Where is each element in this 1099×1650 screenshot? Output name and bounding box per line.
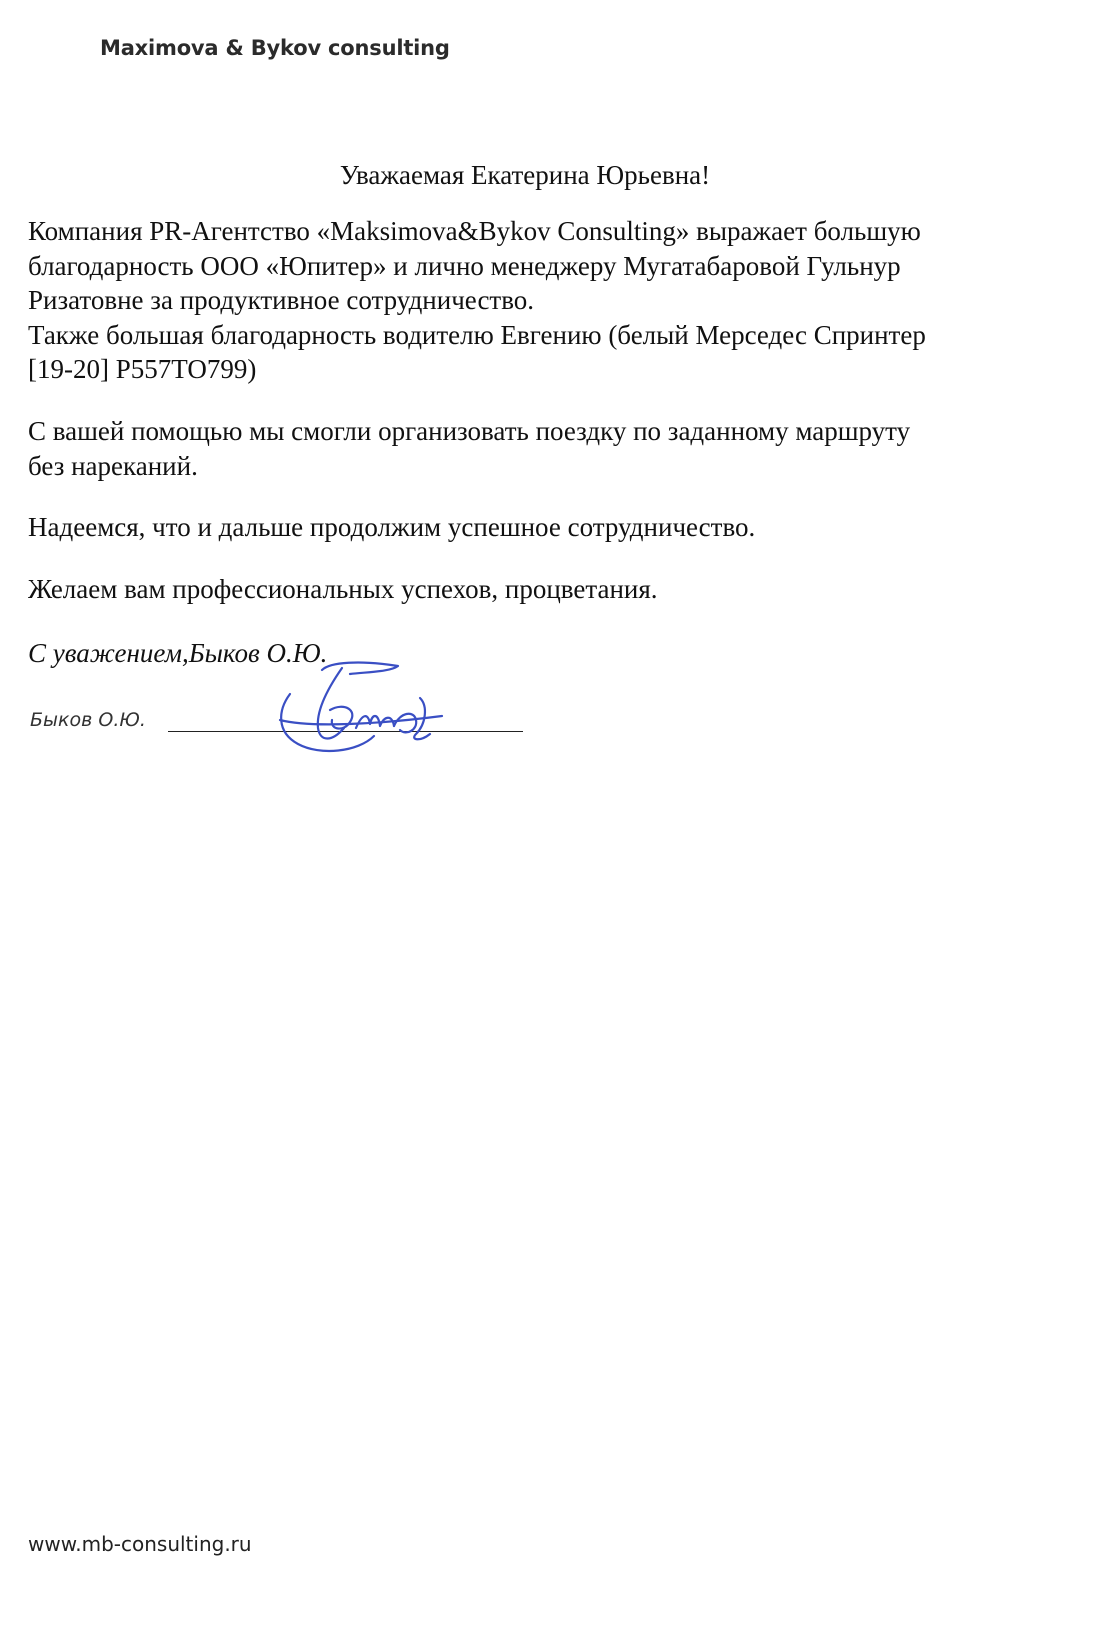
paragraph-line: Надеемся, что и дальше продолжим успешное сотрудничество. bbox=[28, 512, 756, 542]
paragraph-line: благодарность ООО «Юпитер» и лично менеджеру Мугатабаровой Гульнур bbox=[28, 250, 901, 281]
company-logo: Maximova & Bykov consulting bbox=[100, 36, 450, 60]
paragraph-line: без нареканий. bbox=[28, 450, 198, 481]
paragraph-line: Желаем вам профессиональных успехов, процветания. bbox=[28, 574, 658, 604]
letter-greeting: Уважаемая Екатерина Юрьевна! bbox=[339, 160, 711, 190]
paragraph-line: Также большая благодарность водителю Евгению (белый Мерседес Спринтер bbox=[28, 319, 926, 350]
paragraph-hope bbox=[28, 510, 1058, 545]
handwritten-signature bbox=[270, 658, 450, 763]
paragraph-line: [19-20] Р557ТО799) bbox=[28, 354, 257, 384]
paragraph-line: Ризатовне за продуктивное сотрудничество. bbox=[28, 285, 535, 315]
paragraph-gratitude bbox=[28, 214, 1058, 387]
footer-website: www.mb-consulting.ru bbox=[28, 1532, 252, 1556]
paragraph-trip bbox=[28, 414, 1058, 483]
closing-regards: С уважением,Быков О.Ю. bbox=[28, 638, 328, 668]
signatory-name: Быков О.Ю. bbox=[30, 709, 146, 731]
paragraph-wishes bbox=[28, 572, 1058, 607]
paragraph-line: С вашей помощью мы смогли организовать поездку по заданному маршруту bbox=[28, 416, 911, 446]
paragraph-line: Компания PR-Агентство «Maksimova&Bykov Consulting» выражает большую bbox=[28, 216, 921, 246]
